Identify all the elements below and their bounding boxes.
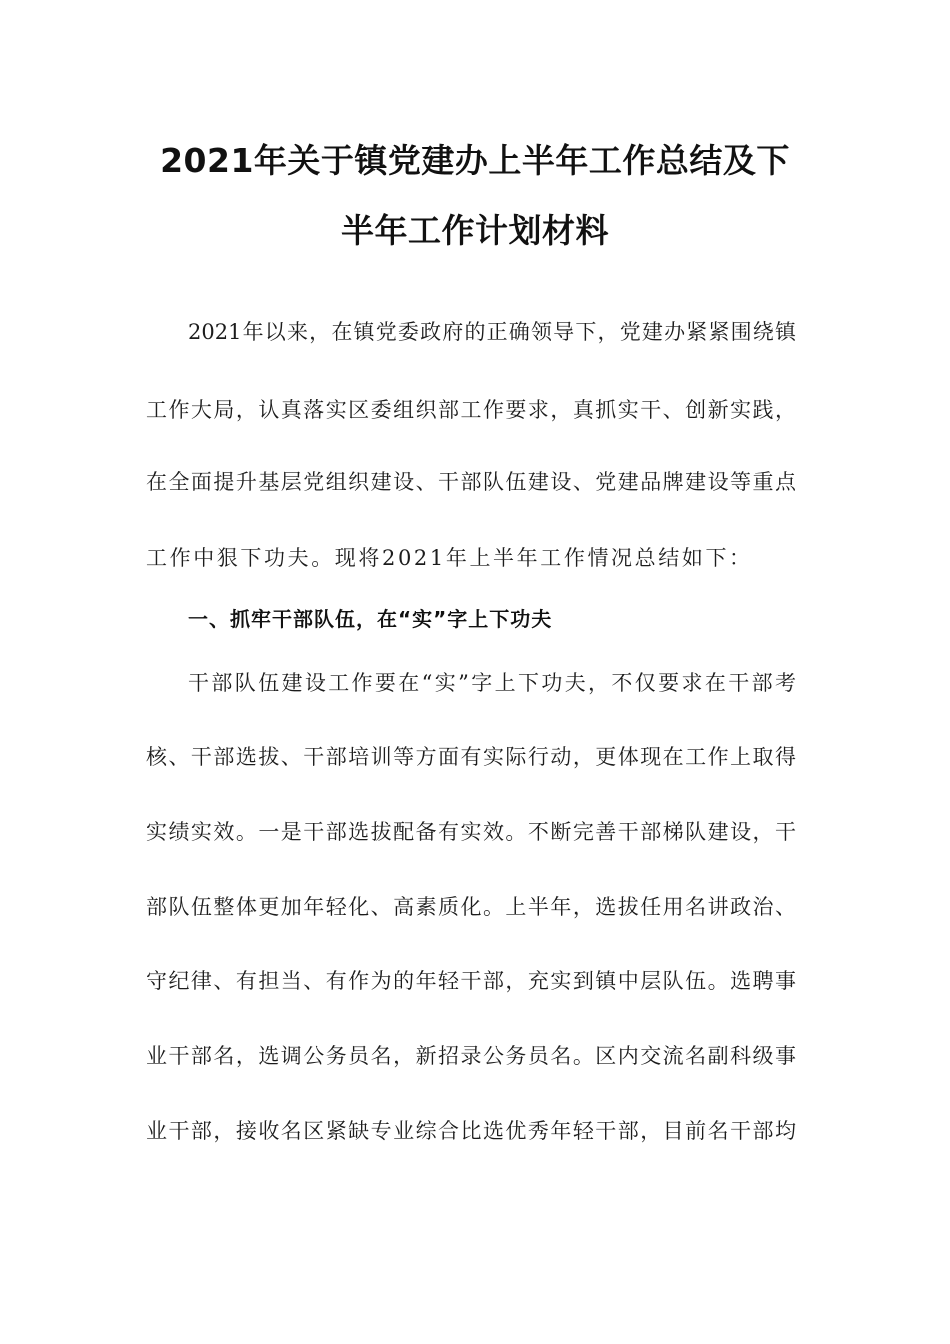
paragraph-1-line-3: 在全面提升基层党组织建设、干部队伍建设、党建品牌建设等重点 <box>146 470 796 494</box>
document-title-line-2: 半年工作计划材料 <box>341 211 609 250</box>
paragraph-1-line-2: 工作大局，认真落实区委组织部工作要求，真抓实干、创新实践， <box>146 398 796 422</box>
section-1-heading: 一、抓牢干部队伍，在“实”字上下功夫 <box>188 607 553 631</box>
document-title-line-1: 2021年关于镇党建办上半年工作总结及下 <box>160 141 790 180</box>
paragraph-2-line-1: 干部队伍建设工作要在“实”字上下功夫，不仅要求在干部考 <box>188 671 796 695</box>
paragraph-2-line-4: 部队伍整体更加年轻化、高素质化。上半年，选拔任用名讲政治、 <box>146 895 796 919</box>
paragraph-2-line-3: 实绩实效。一是干部选拔配备有实效。不断完善干部梯队建设，干 <box>146 820 796 844</box>
paragraph-2-line-5: 守纪律、有担当、有作为的年轻干部，充实到镇中层队伍。选聘事 <box>146 969 796 993</box>
paragraph-2-line-6: 业干部名，选调公务员名，新招录公务员名。区内交流名副科级事 <box>146 1044 796 1068</box>
paragraph-1-line-4: 工作中狠下功夫。现将2021年上半年工作情况总结如下： <box>146 546 753 570</box>
paragraph-1-line-1: 2021年以来，在镇党委政府的正确领导下，党建办紧紧围绕镇 <box>188 320 796 344</box>
paragraph-2-line-2: 核、干部选拔、干部培训等方面有实际行动，更体现在工作上取得 <box>146 745 796 769</box>
paragraph-2-line-7: 业干部，接收名区紧缺专业综合比选优秀年轻干部，目前名干部均 <box>146 1119 796 1143</box>
